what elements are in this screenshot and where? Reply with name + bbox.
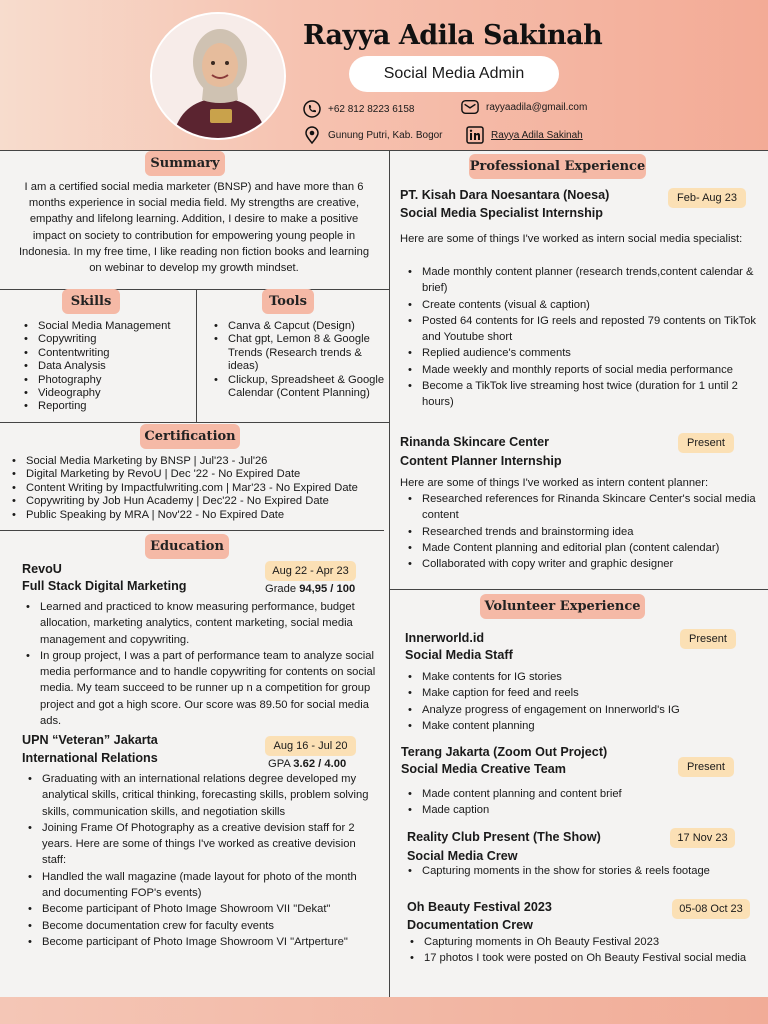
education-heading: Education <box>145 534 229 559</box>
skills-heading: Skills <box>62 289 120 314</box>
skill-item: • Reporting <box>20 400 192 413</box>
skill-item: • Copywriting <box>20 333 192 346</box>
exp-company: Rinanda Skincare Center <box>400 435 550 449</box>
divider-header <box>0 150 768 151</box>
summary-heading: Summary <box>145 151 225 176</box>
vol-bullet: • Analyze progress of engagement on Innerworld's IG <box>404 702 756 718</box>
vol-position: Social Media Creative Team <box>401 762 566 776</box>
grade-label: Grade <box>265 583 297 595</box>
vol-bullets <box>406 934 758 967</box>
exp-bullet: • Create contents (visual & caption) <box>404 297 756 313</box>
phone-number[interactable]: +62 812 8223 6158 <box>328 103 415 115</box>
grade-value: 3.62 / 4.00 <box>293 758 347 770</box>
vol-org: Oh Beauty Festival 2023 <box>407 900 552 914</box>
vol-bullet: • Capturing moments in Oh Beauty Festival 2023 <box>406 934 758 950</box>
profile-photo <box>150 12 286 140</box>
vol-bullet: • Make caption for feed and reels <box>404 685 756 701</box>
edu-bullet: • Become participant of Photo Image Showroom VI "Artperture" <box>24 934 376 950</box>
phone-contact <box>303 100 414 118</box>
edu-grade <box>268 756 368 772</box>
divider-skills <box>0 422 389 423</box>
grade-value: 94,95 / 100 <box>299 583 356 595</box>
skill-item: • Data Analysis <box>20 360 192 373</box>
edu-school: UPN “Veteran” Jakarta <box>22 733 158 747</box>
edu-date-badge: Aug 16 - Jul 20 <box>265 736 356 756</box>
skill-item: • Social Media Management <box>20 320 192 333</box>
vol-org: Terang Jakarta (Zoom Out Project) <box>401 745 608 759</box>
exp-bullet: • Replied audience's comments <box>404 345 756 361</box>
vol-bullet: • Made content planning and content brief <box>404 786 756 802</box>
skill-item: • Contentwriting <box>20 347 192 360</box>
vol-bullets <box>404 786 756 819</box>
tool-item: • Clickup, Spreadsheet & Google Calendar (Content Planning) <box>210 374 386 401</box>
vol-bullet: • 17 photos I took were posted on Oh Beauty Festival social media <box>406 950 758 966</box>
email-contact <box>461 98 587 116</box>
location-pin-icon <box>303 126 321 144</box>
divider-certification <box>0 530 384 531</box>
divider-experience <box>389 589 768 590</box>
footer-banner <box>0 997 768 1024</box>
skills-list <box>20 320 192 414</box>
vol-bullet: • Make contents for IG stories <box>404 669 756 685</box>
certification-item: • Copywriting by Job Hun Academy | Dec'22 - No Expired Date <box>8 495 390 508</box>
tools-list <box>210 320 386 400</box>
skill-item: • Photography <box>20 374 192 387</box>
certification-item: • Content Writing by Impactfulwriting.com | Mar'23 - No Expired Date <box>8 482 390 495</box>
candidate-name: Rayya Adila Sakinah <box>303 20 603 51</box>
exp-bullets <box>404 264 756 411</box>
edu-school: RevoU <box>22 562 62 576</box>
exp-position: Content Planner Internship <box>400 454 562 468</box>
exp-bullet: • Become a TikTok live streaming host twice (duration for 1 until 2 hours) <box>404 378 756 411</box>
vol-bullet: • Capturing moments in the show for stories & reels footage <box>404 863 764 879</box>
edu-program: International Relations <box>22 751 158 765</box>
vol-org: Reality Club Present (The Show) <box>407 830 601 844</box>
exp-bullet: • Researched trends and brainstorming idea <box>404 524 756 540</box>
exp-date-badge: Present <box>678 433 734 453</box>
edu-bullet: • Handled the wall magazine (made layout for photo of the month and documenting FOP's events) <box>24 869 376 902</box>
exp-position: Social Media Specialist Internship <box>400 206 603 220</box>
edu-bullet: • Joining Frame Of Photography as a creative devision staff for 2 years. Here are some of things I've worked as creative devision staff: <box>24 820 376 869</box>
exp-intro: Here are some of things I've worked as intern content planner: <box>400 477 709 489</box>
certification-heading: Certification <box>140 424 240 449</box>
exp-intro: Here are some of things I've worked as intern social media specialist: <box>400 233 743 245</box>
vol-date-badge: 05-08 Oct 23 <box>672 899 750 919</box>
linkedin-contact <box>466 126 583 144</box>
edu-bullet: • In group project, I was a part of performance team to analyze social media performance and to handle copywriting for contents on social media. My team succeed to be runner up n a competition for group project and got a high score. Our score was 89.50 for social media ads. <box>22 648 378 729</box>
role-text: Social Media Admin <box>383 65 525 82</box>
edu-bullets <box>24 771 376 950</box>
vol-position: Social Media Crew <box>407 849 518 863</box>
edu-bullet: • Become documentation crew for faculty events <box>24 918 376 934</box>
edu-bullets <box>22 599 378 729</box>
experience-heading: Professional Experience <box>469 154 646 179</box>
skill-item: • Videography <box>20 387 192 400</box>
exp-bullet: • Researched references for Rinanda Skincare Center's social media content <box>404 491 756 524</box>
edu-bullet: • Learned and practiced to know measuring performance, budget allocation, marketing analytics, content marketing, social media management and copywriting. <box>22 599 378 648</box>
certification-item: • Social Media Marketing by BNSP | Jul'23 - Jul'26 <box>8 455 390 468</box>
vol-bullets <box>404 863 764 879</box>
linkedin-link[interactable]: Rayya Adila Sakinah <box>491 129 583 141</box>
avatar-illustration <box>152 14 286 140</box>
grade-label: GPA <box>268 758 291 770</box>
exp-bullet: • Made weekly and monthly reports of social media performance <box>404 362 756 378</box>
vol-bullets <box>404 669 756 734</box>
email-icon <box>461 98 479 116</box>
vol-date-badge: 17 Nov 23 <box>670 828 735 848</box>
exp-bullets <box>404 491 756 572</box>
exp-bullet: • Posted 64 contents for IG reels and reposted 79 contents on TikTok and Youtube short <box>404 313 756 346</box>
vol-date-badge: Present <box>680 629 736 649</box>
location-text: Gunung Putri, Kab. Bogor <box>328 129 443 141</box>
edu-date-badge: Aug 22 - Apr 23 <box>265 561 356 581</box>
phone-icon <box>303 100 321 118</box>
edu-bullet: • Graduating with an international relations degree developed my analytical skills, critical thinking, forecasting skills, problem solving skills, communication skills, and negotiation skills <box>24 771 376 820</box>
vol-bullet: • Make content planning <box>404 718 756 734</box>
tools-heading: Tools <box>262 289 314 314</box>
divider-column <box>389 150 390 997</box>
email-address[interactable]: rayyaadila@gmail.com <box>486 101 588 113</box>
vol-position: Documentation Crew <box>407 918 533 932</box>
divider-skills-tools <box>196 289 197 422</box>
exp-company: PT. Kisah Dara Noesantara (Noesa) <box>400 188 610 202</box>
volunteer-heading: Volunteer Experience <box>480 594 645 619</box>
certification-list <box>8 455 390 522</box>
vol-bullet: • Made caption <box>404 802 756 818</box>
vol-org: Innerworld.id <box>405 631 485 645</box>
edu-grade <box>265 581 365 597</box>
divider-summary <box>0 289 389 290</box>
summary-text: I am a certified social media marketer (BNSP) and have more than 6 months experience in social media field. My strengths are creative, empathy and lifelong learning. Addition, I desire to make a positive impact on society to contribution for empowering young people in Indonesia. In my free time, I like reading non fiction books and learning on webinar to develop my growth mindset. <box>18 181 370 275</box>
vol-position: Social Media Staff <box>405 648 513 662</box>
role-badge <box>349 56 559 92</box>
exp-bullet: • Made Content planning and editorial plan (content calendar) <box>404 540 756 556</box>
tool-item: • Chat gpt, Lemon 8 & Google Trends (Research trends & ideas) <box>210 333 386 373</box>
exp-bullet: • Made monthly content planner (research trends,content calendar & brief) <box>404 264 756 297</box>
linkedin-icon <box>466 126 484 144</box>
edu-program: Full Stack Digital Marketing <box>22 579 187 593</box>
vol-date-badge: Present <box>678 757 734 777</box>
tool-item: • Canva & Capcut (Design) <box>210 320 386 333</box>
exp-date-badge: Feb- Aug 23 <box>668 188 746 208</box>
exp-bullet: • Collaborated with copy writer and graphic designer <box>404 556 756 572</box>
edu-bullet: • Become participant of Photo Image Showroom VII "Dekat" <box>24 901 376 917</box>
certification-item: • Public Speaking by MRA | Nov'22 - No Expired Date <box>8 509 390 522</box>
certification-item: • Digital Marketing by RevoU | Dec '22 - No Expired Date <box>8 468 390 481</box>
location-contact <box>303 126 443 144</box>
